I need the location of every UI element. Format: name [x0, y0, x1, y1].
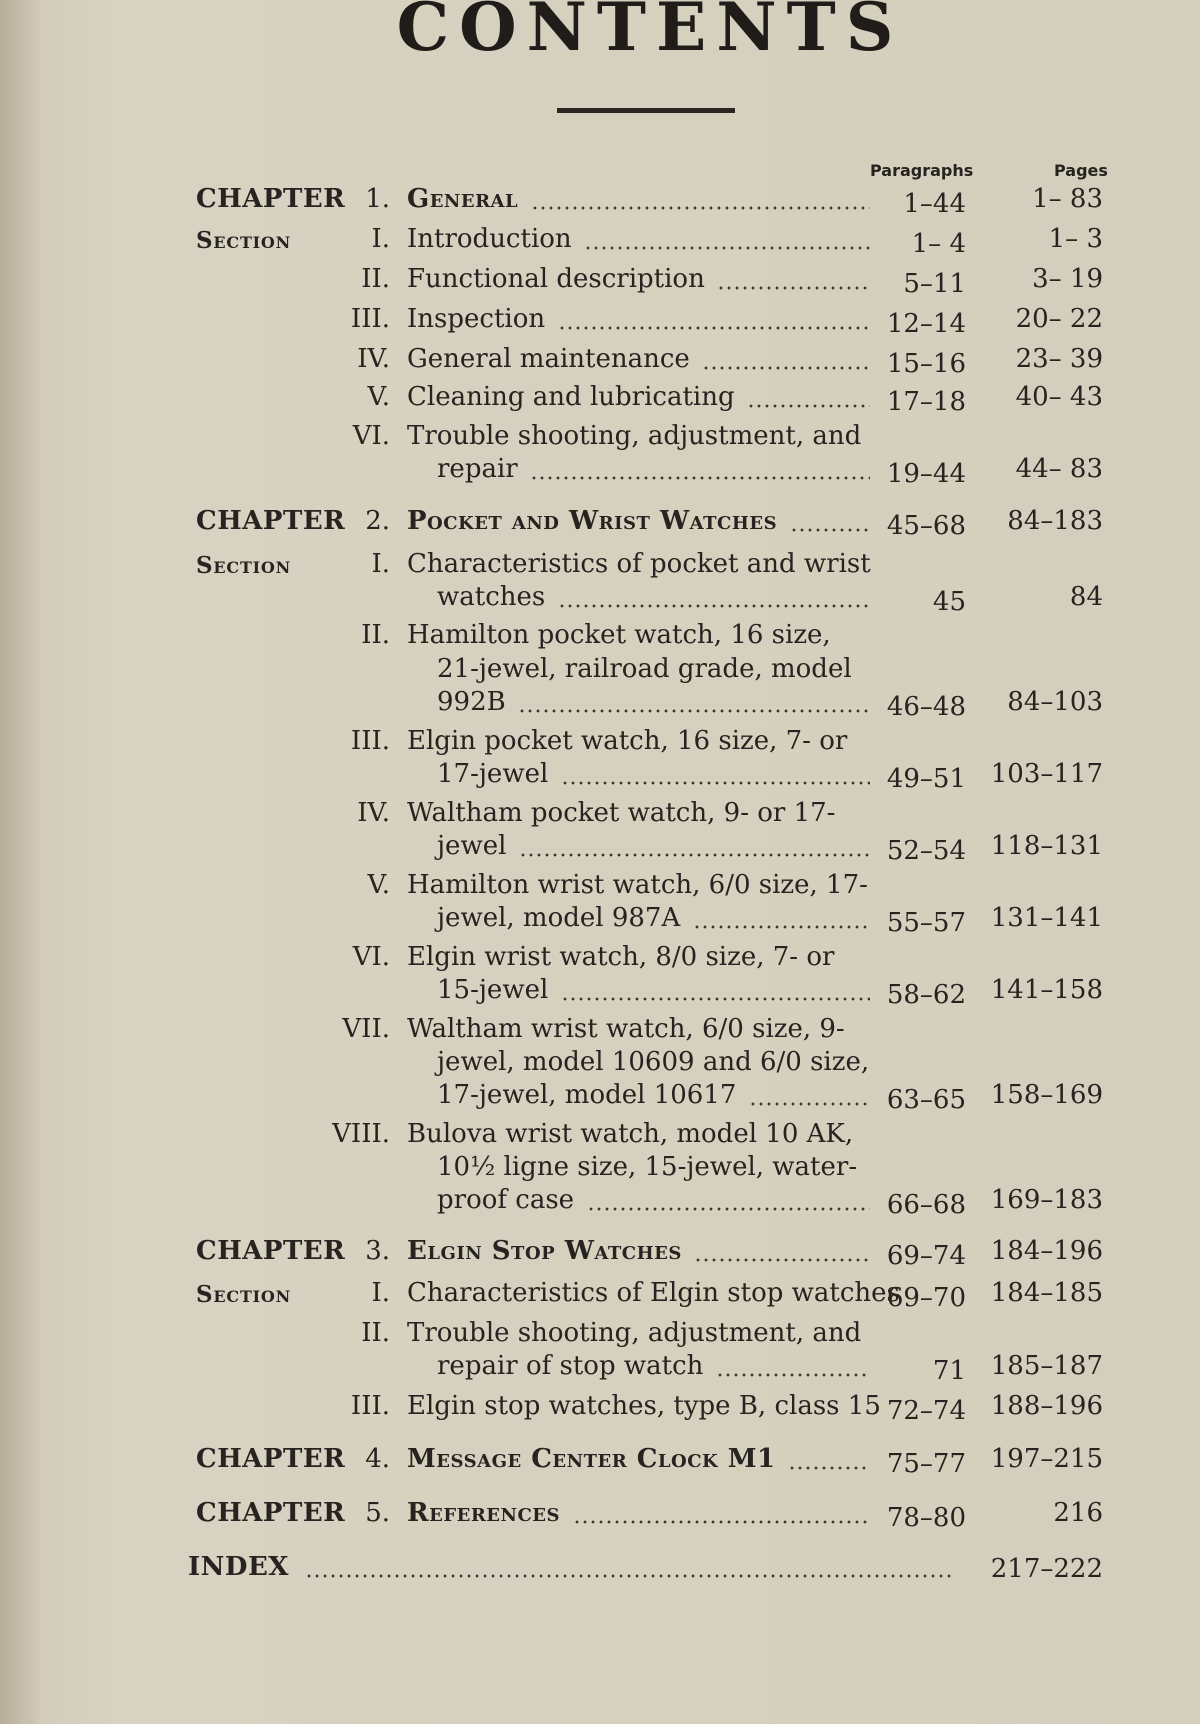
- section-number: II.: [361, 264, 390, 294]
- paragraph-range: 69–74: [886, 1241, 966, 1271]
- paragraphs-column-header: Paragraphs: [870, 161, 974, 180]
- section-title: Waltham pocket watch, 9- or 17-: [407, 798, 836, 828]
- paragraph-range: 63–65: [886, 1085, 966, 1115]
- dot-leader: [519, 837, 870, 859]
- section-title-continuation: 992B: [437, 687, 506, 717]
- section-title: Inspection: [407, 304, 546, 334]
- section-title: Functional description: [407, 264, 705, 294]
- section-title-continuation: proof case: [437, 1185, 575, 1215]
- section-title: Introduction: [407, 224, 572, 254]
- page-range: 44– 83: [1015, 454, 1103, 484]
- page-range: 1– 83: [1032, 184, 1103, 214]
- section-number: I.: [371, 224, 390, 254]
- section-title: Characteristics of pocket and wrist: [407, 549, 871, 579]
- section-number: III.: [350, 726, 390, 756]
- paragraph-range: 52–54: [886, 836, 966, 866]
- page-range: 103–117: [990, 759, 1103, 789]
- page-range: 216: [1053, 1498, 1103, 1528]
- chapter-number: 2.: [365, 506, 390, 536]
- page-range: 40– 43: [1015, 382, 1103, 412]
- page-range: 141–158: [990, 975, 1103, 1005]
- section-title: Cleaning and lubricating: [407, 382, 735, 412]
- section-number: VII.: [342, 1014, 390, 1044]
- section-number: III.: [350, 304, 390, 334]
- dot-leader: [702, 350, 870, 372]
- dot-leader: [749, 1086, 870, 1108]
- section-title-continuation: watches: [437, 582, 546, 612]
- paragraph-range: 72–74: [886, 1396, 966, 1426]
- section-title: Trouble shooting, adjustment, and: [407, 421, 862, 451]
- section-title: General maintenance: [407, 344, 690, 374]
- section-label: Section: [196, 552, 292, 579]
- page-range: 184–185: [990, 1278, 1103, 1308]
- dot-leader: [531, 190, 870, 212]
- dot-leader: [561, 765, 870, 787]
- page-range: 84: [1069, 582, 1103, 612]
- paragraph-range: 1– 4: [911, 229, 966, 259]
- page-title: CONTENTS: [396, 0, 904, 66]
- dot-leader: [587, 1191, 870, 1213]
- section-title-line: jewel, model 10609 and 6/0 size,: [437, 1047, 870, 1077]
- chapter-title: Message Center Clock M1: [407, 1444, 776, 1474]
- page-range: 84–183: [1007, 506, 1103, 536]
- paragraph-range: 75–77: [886, 1449, 966, 1479]
- dot-leader: [573, 1504, 870, 1526]
- chapter-title: Pocket and Wrist Watches: [407, 506, 778, 536]
- dot-leader: [717, 270, 870, 292]
- paragraph-range: 71: [932, 1356, 966, 1386]
- page-range: 158–169: [990, 1080, 1103, 1110]
- chapter-number: 1.: [365, 184, 390, 214]
- chapter-label: CHAPTER: [196, 1498, 346, 1528]
- paragraph-range: 45–68: [886, 511, 966, 541]
- dot-leader: [558, 310, 870, 332]
- dot-leader: [530, 460, 870, 482]
- section-title: Characteristics of Elgin stop watches: [407, 1278, 900, 1308]
- pages-column-header: Pages: [1054, 161, 1108, 180]
- chapter-label: CHAPTER: [196, 1444, 346, 1474]
- section-title: Elgin stop watches, type B, class 15: [407, 1391, 881, 1421]
- paragraph-range: 55–57: [886, 908, 966, 938]
- page-range: 1– 3: [1048, 224, 1103, 254]
- chapter-title: Elgin Stop Watches: [407, 1236, 682, 1266]
- section-title: Hamilton pocket watch, 16 size,: [407, 620, 831, 650]
- section-title: Bulova wrist watch, model 10 AK,: [407, 1119, 854, 1149]
- dot-leader: [694, 1242, 870, 1264]
- dot-leader: [305, 1558, 952, 1580]
- dot-leader: [716, 1357, 870, 1379]
- section-title-continuation: repair of stop watch: [437, 1351, 704, 1381]
- paragraph-range: 15–16: [886, 349, 966, 379]
- index-label: INDEX: [188, 1552, 289, 1582]
- section-label: Section: [196, 1281, 292, 1308]
- paragraph-range: 19–44: [886, 459, 966, 489]
- dot-leader: [747, 388, 870, 410]
- section-title-continuation: 17-jewel: [437, 759, 549, 789]
- section-number: VI.: [352, 942, 390, 972]
- section-title: Elgin pocket watch, 16 size, 7- or: [407, 726, 848, 756]
- paragraph-range: 49–51: [886, 764, 966, 794]
- paragraph-range: 78–80: [886, 1503, 966, 1533]
- dot-leader: [693, 909, 870, 931]
- section-number: III.: [350, 1391, 390, 1421]
- section-label: Section: [196, 227, 292, 254]
- section-number: II.: [361, 620, 390, 650]
- page-range: 188–196: [990, 1391, 1103, 1421]
- page-range: 131–141: [990, 903, 1103, 933]
- page-range: 217–222: [990, 1554, 1103, 1584]
- page-range: 169–183: [990, 1185, 1103, 1215]
- section-number: II.: [361, 1318, 390, 1348]
- paragraph-range: 69–70: [886, 1283, 966, 1313]
- paragraph-range: 5–11: [903, 269, 966, 299]
- chapter-label: CHAPTER: [196, 506, 346, 536]
- section-title: Elgin wrist watch, 8/0 size, 7- or: [407, 942, 835, 972]
- section-number: V.: [367, 382, 390, 412]
- section-title-line: 10½ ligne size, 15-jewel, water-: [437, 1152, 858, 1182]
- section-title-continuation: 17-jewel, model 10617: [437, 1080, 737, 1110]
- page-range: 185–187: [990, 1351, 1103, 1381]
- section-title-line: 21-jewel, railroad grade, model: [437, 654, 852, 684]
- dot-leader: [584, 230, 870, 252]
- chapter-number: 5.: [365, 1498, 390, 1528]
- title-rule: [557, 108, 735, 113]
- section-number: V.: [367, 870, 390, 900]
- paragraph-range: 66–68: [886, 1190, 966, 1220]
- section-title: Trouble shooting, adjustment, and: [407, 1318, 862, 1348]
- section-title-continuation: repair: [437, 454, 518, 484]
- paragraph-range: 1–44: [903, 189, 966, 219]
- page-range: 118–131: [990, 831, 1103, 861]
- page-range: 3– 19: [1032, 264, 1103, 294]
- page-gutter: [0, 0, 42, 1724]
- page-range: 197–215: [990, 1444, 1103, 1474]
- section-title-continuation: jewel, model 987A: [437, 903, 681, 933]
- section-number: I.: [371, 1278, 390, 1308]
- chapter-label: CHAPTER: [196, 1236, 346, 1266]
- chapter-number: 4.: [365, 1444, 390, 1474]
- chapter-title: References: [407, 1498, 561, 1528]
- paragraph-range: 58–62: [886, 980, 966, 1010]
- chapter-label: CHAPTER: [196, 184, 346, 214]
- dot-leader: [518, 693, 870, 715]
- paragraph-range: 12–14: [886, 309, 966, 339]
- section-title-continuation: jewel: [437, 831, 507, 861]
- section-title: Hamilton wrist watch, 6/0 size, 17-: [407, 870, 868, 900]
- paragraph-range: 17–18: [886, 387, 966, 417]
- dot-leader: [561, 981, 870, 1003]
- page-range: 20– 22: [1015, 304, 1103, 334]
- chapter-title: General: [407, 184, 519, 214]
- chapter-number: 3.: [365, 1236, 390, 1266]
- page-range: 184–196: [990, 1236, 1103, 1266]
- page-range: 84–103: [1007, 687, 1103, 717]
- section-number: IV.: [357, 798, 390, 828]
- section-number: VIII.: [332, 1119, 390, 1149]
- section-number: VI.: [352, 421, 390, 451]
- section-number: IV.: [357, 344, 390, 374]
- section-title-continuation: 15-jewel: [437, 975, 549, 1005]
- dot-leader: [558, 588, 870, 610]
- paragraph-range: 45: [932, 587, 966, 617]
- paragraph-range: 46–48: [886, 692, 966, 722]
- section-number: I.: [371, 549, 390, 579]
- page-range: 23– 39: [1015, 344, 1103, 374]
- section-title: Waltham wrist watch, 6/0 size, 9-: [407, 1014, 845, 1044]
